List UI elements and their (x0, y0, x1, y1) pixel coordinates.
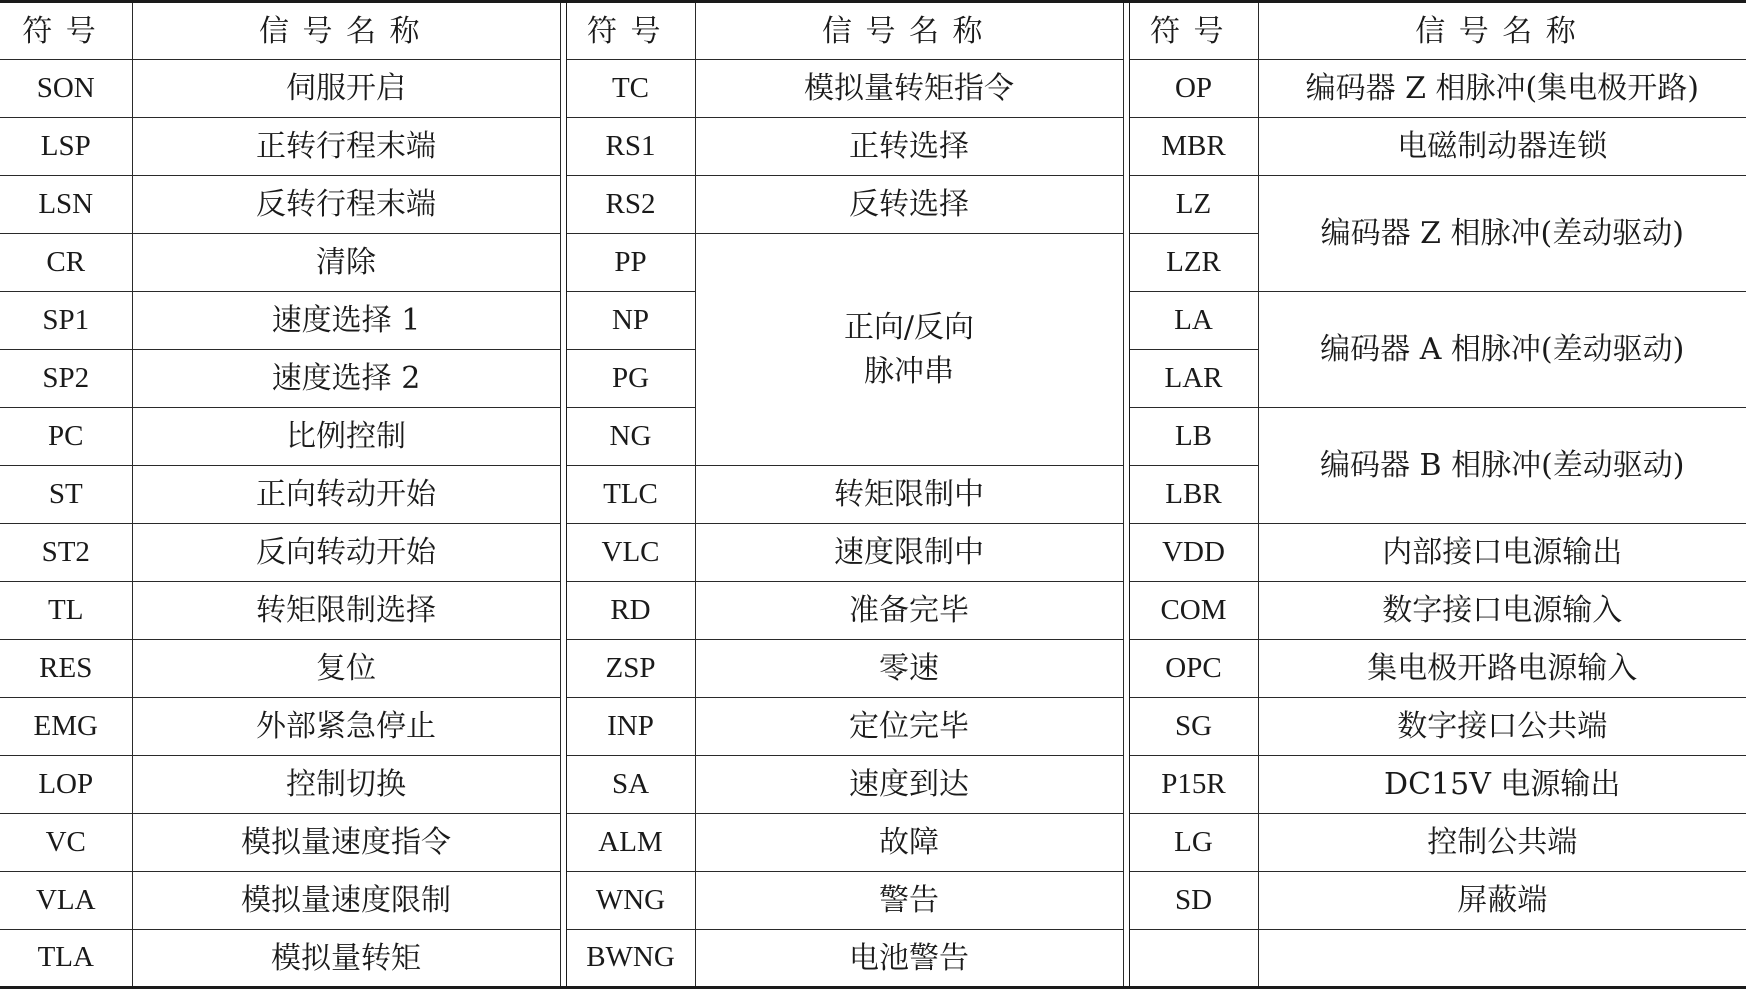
signal-name: 转矩限制选择 (132, 582, 560, 640)
signal-name: 模拟量转矩 (132, 930, 560, 988)
signal-symbol: RS1 (566, 118, 695, 176)
signal-symbol (1129, 930, 1258, 988)
signal-name: 比例控制 (132, 408, 560, 466)
signal-symbol: EMG (0, 698, 132, 756)
signal-name (1258, 930, 1746, 988)
signal-symbol: TL (0, 582, 132, 640)
signal-name: 反转选择 (695, 176, 1123, 234)
signal-symbol: VC (0, 814, 132, 872)
signal-name: 警告 (695, 872, 1123, 930)
signal-symbol: LAR (1129, 350, 1258, 408)
signal-name: 定位完毕 (695, 698, 1123, 756)
table-row (0, 814, 1746, 872)
signal-symbol: VLC (566, 524, 695, 582)
signal-name: 模拟量速度指令 (132, 814, 560, 872)
signal-name: 速度选择 1 (132, 292, 560, 350)
signal-name: 零速 (695, 640, 1123, 698)
header-name: 信号名称 (1258, 2, 1746, 60)
signal-name: DC15V 电源输出 (1258, 756, 1746, 814)
signal-symbol: ST2 (0, 524, 132, 582)
signal-symbol: INP (566, 698, 695, 756)
signal-symbol: LB (1129, 408, 1258, 466)
signal-symbol: LZ (1129, 176, 1258, 234)
signal-name: 清除 (132, 234, 560, 292)
signal-symbol: VDD (1129, 524, 1258, 582)
signal-name: 屏蔽端 (1258, 872, 1746, 930)
signal-symbol: SG (1129, 698, 1258, 756)
signal-symbol: LOP (0, 756, 132, 814)
signal-symbol: SP2 (0, 350, 132, 408)
header-symbol: 符号 (0, 2, 132, 60)
signal-symbol: OP (1129, 60, 1258, 118)
signal-symbol: LSN (0, 176, 132, 234)
signal-symbol: TLC (566, 466, 695, 524)
header-symbol: 符号 (1129, 2, 1258, 60)
signal-symbol: OPC (1129, 640, 1258, 698)
signal-symbol: SA (566, 756, 695, 814)
table-row (0, 582, 1746, 640)
signal-name: 正转行程末端 (132, 118, 560, 176)
signal-name: 伺服开启 (132, 60, 560, 118)
signal-symbol: LBR (1129, 466, 1258, 524)
table-row (0, 60, 1746, 118)
signal-symbol: SD (1129, 872, 1258, 930)
signal-name: 反转行程末端 (132, 176, 560, 234)
signal-symbol: RES (0, 640, 132, 698)
signal-name: 电池警告 (695, 930, 1123, 988)
signal-name: 复位 (132, 640, 560, 698)
signal-symbol: ST (0, 466, 132, 524)
signal-symbol: LG (1129, 814, 1258, 872)
signal-symbol: CR (0, 234, 132, 292)
signal-name: 电磁制动器连锁 (1258, 118, 1746, 176)
signal-symbol: ZSP (566, 640, 695, 698)
signal-symbol: LSP (0, 118, 132, 176)
signal-symbol: ALM (566, 814, 695, 872)
signal-name: 速度到达 (695, 756, 1123, 814)
table-row (0, 524, 1746, 582)
signal-name: 集电极开路电源输入 (1258, 640, 1746, 698)
signal-name: 编码器 B 相脉冲(差动驱动) (1258, 408, 1746, 524)
signal-name: 正转选择 (695, 118, 1123, 176)
signal-symbol: RS2 (566, 176, 695, 234)
signal-name: 外部紧急停止 (132, 698, 560, 756)
signal-name: 准备完毕 (695, 582, 1123, 640)
signal-symbol: PP (566, 234, 695, 292)
table-row (0, 756, 1746, 814)
signal-symbol: VLA (0, 872, 132, 930)
signal-symbol: MBR (1129, 118, 1258, 176)
signal-name: 模拟量转矩指令 (695, 60, 1123, 118)
signal-name: 速度选择 2 (132, 350, 560, 408)
signal-symbol: PC (0, 408, 132, 466)
signal-symbol: COM (1129, 582, 1258, 640)
signal-symbol: LA (1129, 292, 1258, 350)
signal-symbol: TLA (0, 930, 132, 988)
signal-name: 速度限制中 (695, 524, 1123, 582)
signal-symbol: PG (566, 350, 695, 408)
table-row (0, 176, 1746, 234)
signal-symbol: SON (0, 60, 132, 118)
signal-symbol: BWNG (566, 930, 695, 988)
header-name: 信号名称 (132, 2, 560, 60)
signal-symbol: P15R (1129, 756, 1258, 814)
table-row (0, 640, 1746, 698)
signal-symbol: RD (566, 582, 695, 640)
signal-name: 故障 (695, 814, 1123, 872)
signal-name: 数字接口公共端 (1258, 698, 1746, 756)
signal-symbol: WNG (566, 872, 695, 930)
header-name: 信号名称 (695, 2, 1123, 60)
signal-name: 模拟量速度限制 (132, 872, 560, 930)
signal-name: 内部接口电源输出 (1258, 524, 1746, 582)
signal-name: 控制切换 (132, 756, 560, 814)
signal-symbol: LZR (1129, 234, 1258, 292)
signal-name: 控制公共端 (1258, 814, 1746, 872)
signal-name: 编码器 Z 相脉冲(集电极开路) (1258, 60, 1746, 118)
header-row (0, 2, 1746, 60)
signal-name: 反向转动开始 (132, 524, 560, 582)
signal-name: 正向转动开始 (132, 466, 560, 524)
signal-name: 正向/反向 脉冲串 (695, 234, 1123, 466)
signal-symbol: TC (566, 60, 695, 118)
signal-name: 转矩限制中 (695, 466, 1123, 524)
signal-name: 编码器 A 相脉冲(差动驱动) (1258, 292, 1746, 408)
table-row (0, 698, 1746, 756)
table-row (0, 118, 1746, 176)
signal-symbol: NP (566, 292, 695, 350)
header-symbol: 符号 (566, 2, 695, 60)
signal-symbol: NG (566, 408, 695, 466)
signal-name: 数字接口电源输入 (1258, 582, 1746, 640)
table-body (0, 2, 1746, 988)
signal-symbol: SP1 (0, 292, 132, 350)
table-row (0, 872, 1746, 930)
table-row (0, 930, 1746, 988)
signal-name: 编码器 Z 相脉冲(差动驱动) (1258, 176, 1746, 292)
